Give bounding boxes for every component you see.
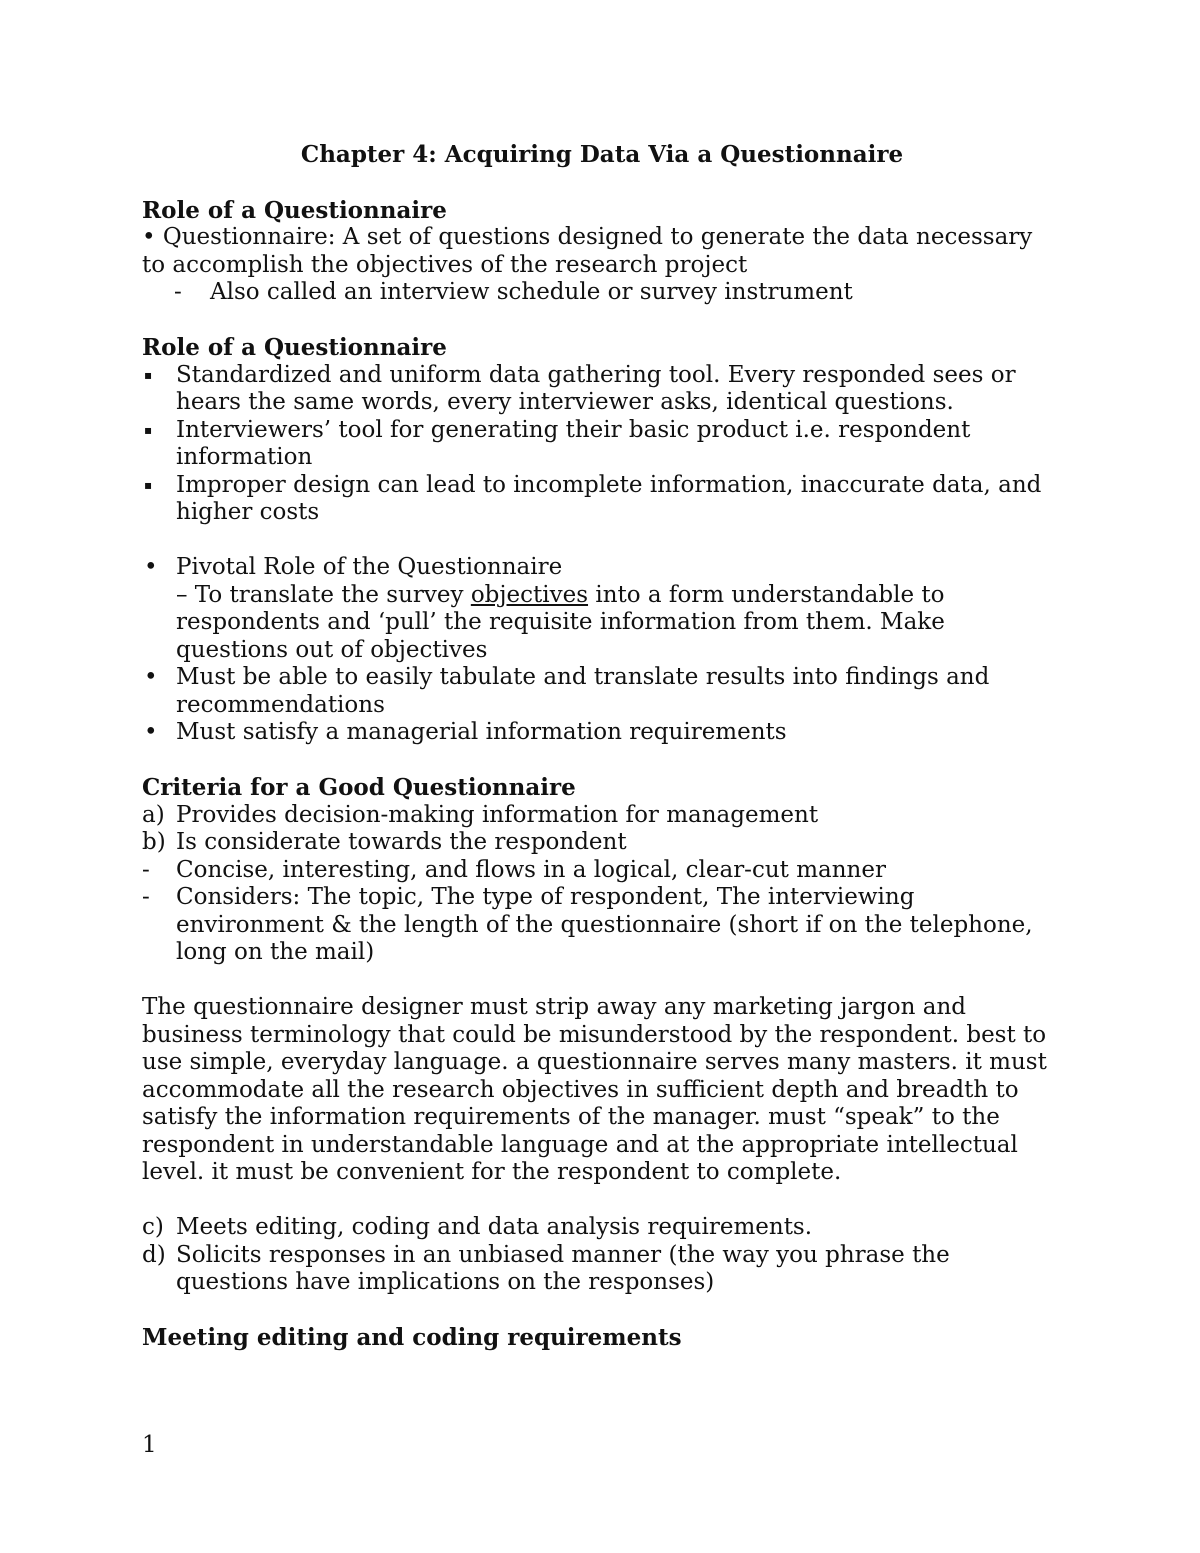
list-item-text: Considers: The topic, The type of respondent, The interviewing environment & the length of the questionnaire (short if on the telephone, long on the mail)	[176, 884, 1033, 965]
dash-marker: -	[142, 884, 150, 910]
square-bullet-marker: ▪	[144, 422, 153, 437]
section-heading-role-2: Role of a Questionnaire	[142, 334, 447, 361]
pivotal-role-title: Pivotal Role of the Questionnaire	[176, 554, 563, 580]
list-item-text: Meets editing, coding and data analysis requirements.	[176, 1214, 813, 1240]
list-item	[142, 554, 1062, 664]
list-item	[142, 857, 1062, 885]
definition-line-2: to accomplish the objectives of the research project	[142, 251, 748, 278]
list-item-text: Concise, interesting, and flows in a logical, clear-cut manner	[176, 856, 886, 883]
pivotal-role-text: – To translate the survey objectives into a form understandable to respondents and ‘pull’ the requisite information from them. Make questions out of objectives	[176, 581, 945, 663]
section-heading-criteria: Criteria for a Good Questionnaire	[142, 774, 576, 801]
dash-marker: -	[142, 856, 150, 883]
bullet-marker: •	[144, 554, 158, 580]
dash-item-text: Also called an interview schedule or survey instrument	[210, 279, 853, 305]
list-item	[142, 719, 1062, 747]
dash-marker: -	[174, 279, 182, 305]
letter-marker: a)	[142, 801, 165, 828]
list-item	[142, 1242, 1062, 1297]
list-item-text: Must satisfy a managerial information requirements	[176, 719, 787, 745]
list-item	[142, 802, 1062, 830]
page-number: 1	[142, 1432, 157, 1458]
underlined-word: objectives	[470, 581, 589, 608]
section-heading-editing: Meeting editing and coding requirements	[142, 1324, 682, 1351]
list-item	[142, 362, 1062, 417]
page-title: Chapter 4: Acquiring Data Via a Questionnaire	[300, 141, 904, 168]
list-item-text: Must be able to easily tabulate and translate results into findings and recommendations	[176, 664, 990, 718]
list-item	[142, 664, 1062, 719]
bullet-marker: •	[144, 664, 158, 690]
list-item	[142, 1214, 1062, 1242]
list-item-text: Is considerate towards the respondent	[176, 829, 627, 855]
body-paragraph: The questionnaire designer must strip away any marketing jargon and business terminology that could be misunderstood by the respondent. best to use simple, everyday language. a questionnaire serves many masters. it must accommodate all the research objectives in sufficient depth and breadth to satisfy the information requirements of the manager. must “speak” to the respondent in understandable language and at the appropriate intellectual level. it must be convenient for the respondent to complete.	[142, 994, 1047, 1185]
letter-marker: c)	[142, 1214, 164, 1240]
dash-item	[142, 279, 1062, 307]
list-item-text: Interviewers’ tool for generating their basic product i.e. respondent information	[176, 416, 971, 470]
list-item-text: Standardized and uniform data gathering tool. Every responded sees or hears the same words, every interviewer asks, identical questions.	[176, 361, 1016, 415]
definition-line-1	[142, 224, 1062, 252]
list-item-text: Improper design can lead to incomplete information, inaccurate data, and higher costs	[176, 471, 1042, 525]
list-item-text	[176, 554, 1062, 664]
list-item	[142, 472, 1062, 527]
list-item-text: Solicits responses in an unbiased manner (the way you phrase the questions have implications on the responses)	[176, 1241, 950, 1295]
square-bullet-marker: ▪	[144, 367, 153, 382]
list-item	[142, 829, 1062, 857]
letter-marker: b)	[142, 829, 166, 855]
list-item	[142, 417, 1062, 472]
letter-marker: d)	[142, 1241, 166, 1268]
bullet-marker: •	[144, 719, 158, 745]
bullet-marker: •	[142, 224, 156, 250]
definition-text-1: Questionnaire: A set of questions designed to generate the data necessary	[155, 224, 1033, 250]
list-item-text: Provides decision-making information for management	[176, 801, 819, 828]
square-bullet-marker: ▪	[144, 477, 153, 492]
document-body	[142, 141, 1062, 1352]
section-heading-role-1: Role of a Questionnaire	[142, 196, 447, 224]
list-item	[142, 884, 1062, 967]
